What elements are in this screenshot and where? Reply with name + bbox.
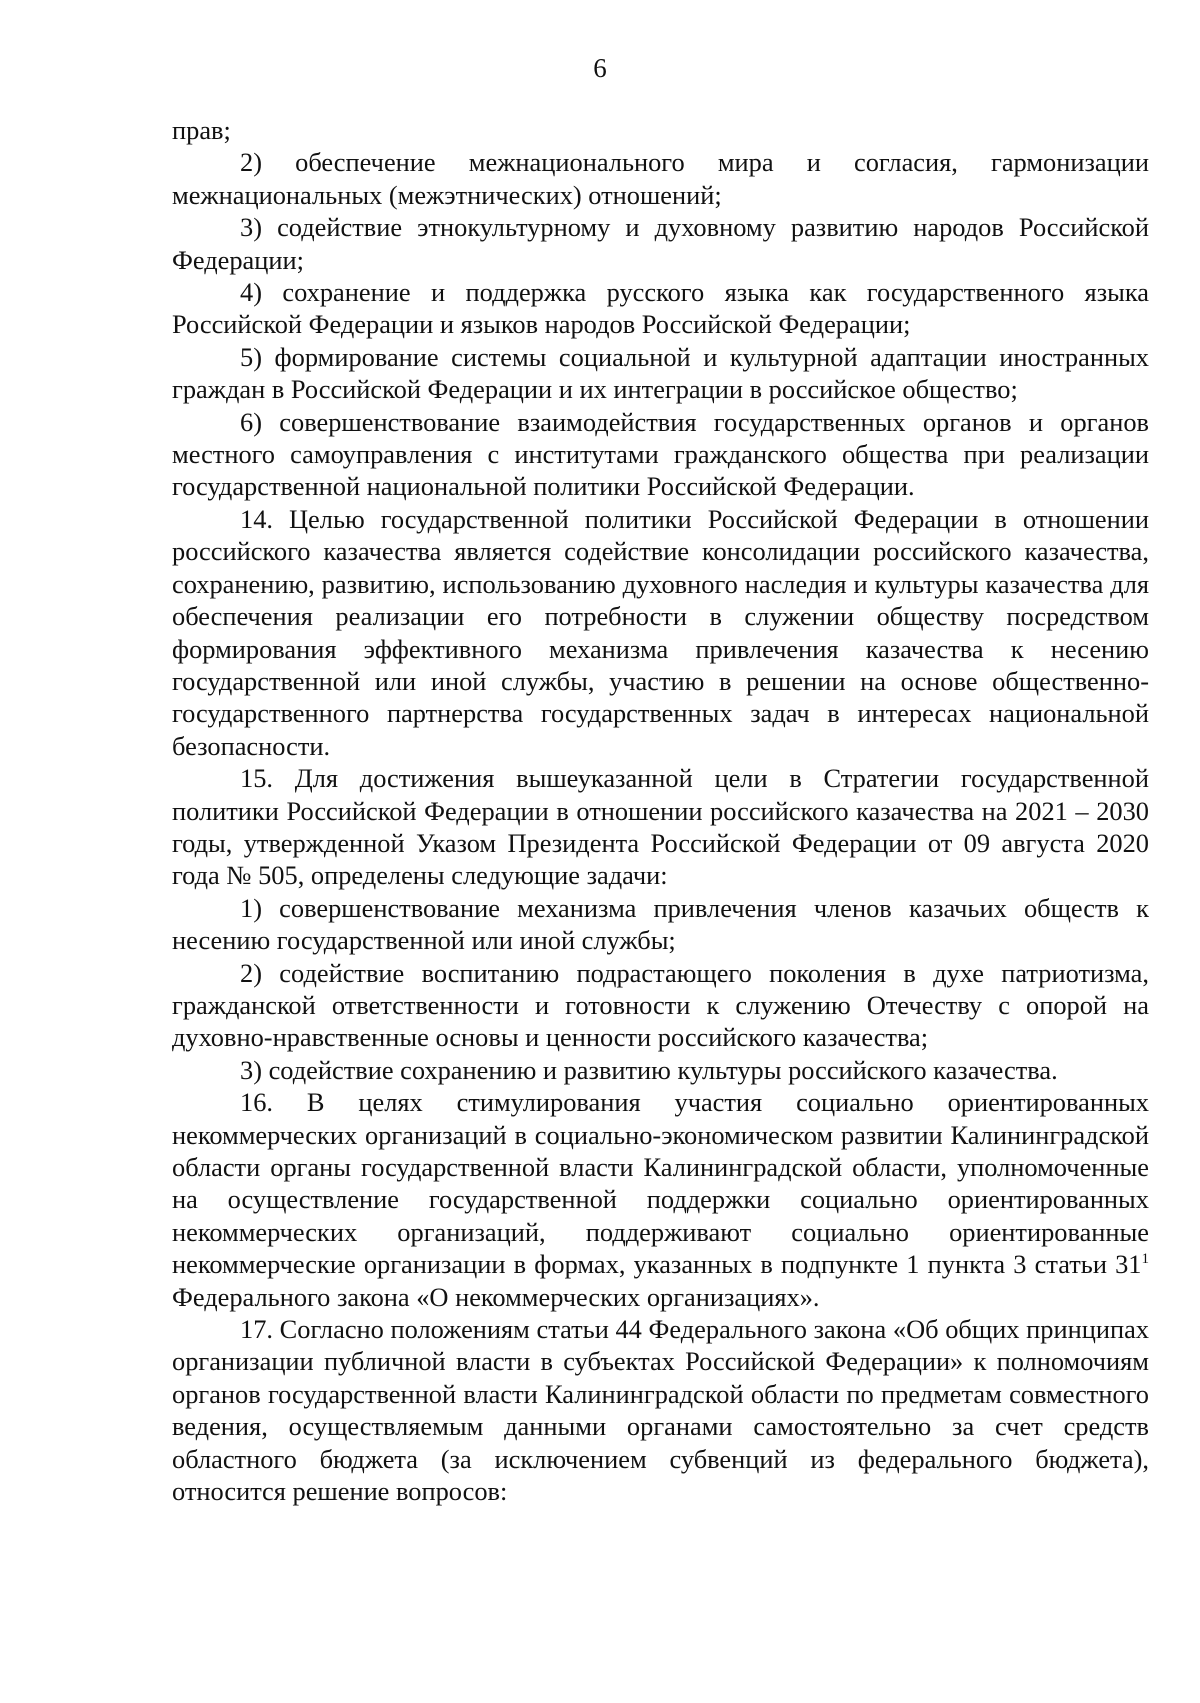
- paragraph-15-item-3: 3) содействие сохранению и развитию культуры российского казачества.: [240, 1054, 1058, 1085]
- paragraph-item-3: 3) содействие этнокультурному и духовному развитию народов Российской Федерации;: [172, 212, 1149, 275]
- paragraph-16: [172, 1086, 1149, 1313]
- page-number: 6: [593, 53, 607, 83]
- paragraph-16-text-after: Федерального закона «О некоммерческих организациях».: [172, 1281, 820, 1312]
- paragraph-15-item-2: 2) содействие воспитанию подрастающего поколения в духе патриотизма, гражданской ответственности и готовности к служению Отечеству с опорой на духовно-нравственные основы и ценности российского казачества;: [172, 957, 1149, 1053]
- paragraph-continuation: прав;: [172, 115, 231, 145]
- paragraph-14: 14. Целью государственной политики Российской Федерации в отношении российского казачества является содействие консолидации российского казачества, сохранению, развитию, использованию духовного наследия и культуры казачества для обеспечения реализации его потребности в служении обществу посредством формирования эффективного механизма привлечения казачества к несению государственной или иной службы, участию в решении на основе общественно-государственного партнерства государственных задач в интересах национальной безопасности.: [172, 503, 1149, 761]
- paragraph-item-6: 6) совершенствование взаимодействия государственных органов и органов местного самоуправления с институтами гражданского общества при реализации государственной национальной политики Российской Федерации.: [172, 406, 1149, 502]
- paragraph-16-text-before: 16. В целях стимулирования участия социально ориентированных некоммерческих организаций в социально-экономическом развитии Калининградской области органы государственной власти Калининградской области, уполномоченные на осуществление государственной поддержки социально ориентированных некоммерческих организаций, поддерживают социально ориентированные некоммерческие организации в формах, указанных в подпункте 1 пункта 3 статьи 31: [172, 1087, 1149, 1280]
- paragraph-item-4: 4) сохранение и поддержка русского языка как государственного языка Российской Федерации и языков народов Российской Федерации;: [172, 277, 1149, 340]
- paragraph-15: 15. Для достижения вышеуказанной цели в Стратегии государственной политики Российской Федерации в отношении российского казачества на 2021 – 2030 годы, утвержденной Указом Президента Российской Федерации от 09 августа 2020 года № 505, определены следующие задачи:: [172, 763, 1149, 891]
- paragraph-item-5: 5) формирование системы социальной и культурной адаптации иностранных граждан в Российской Федерации и их интеграции в российское общество;: [172, 341, 1149, 405]
- paragraph-item-2: 2) обеспечение межнационального мира и согласия, гармонизации межнациональных (межэтнических) отношений;: [172, 147, 1149, 210]
- paragraph-15-item-1: 1) совершенствование механизма привлечения членов казачьих обществ к несению государственной или иной службы;: [172, 892, 1149, 956]
- article-superscript: 1: [1141, 1251, 1149, 1268]
- paragraph-17: 17. Согласно положениям статьи 44 Федерального закона «Об общих принципах организации публичной власти в субъектах Российской Федерации» к полномочиям органов государственной власти Калининградской области по предметам совместного ведения, осуществляемым данными органами самостоятельно за счет средств областного бюджета (за исключением субвенций из федерального бюджета), относится решение вопросов:: [172, 1314, 1149, 1507]
- document-body: [172, 114, 1149, 1507]
